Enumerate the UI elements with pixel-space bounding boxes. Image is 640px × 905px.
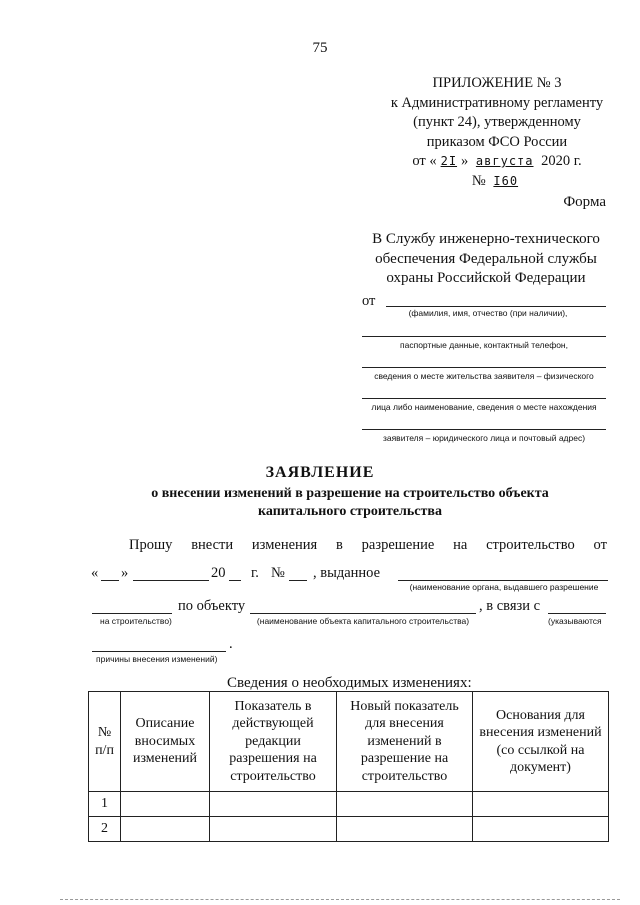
applicant-caption: паспортные данные, контактный телефон, bbox=[400, 340, 568, 350]
applicant-entity-line[interactable] bbox=[362, 398, 606, 399]
table-cell[interactable] bbox=[210, 817, 337, 842]
permit-number-field[interactable] bbox=[289, 580, 307, 581]
changes-heading: Сведения о необходимых изменениях: bbox=[227, 675, 472, 691]
caption-org: (наименование органа, выдавшего разрешение bbox=[409, 582, 599, 592]
applicant-caption: сведения о месте жительства заявителя – физического bbox=[374, 371, 594, 381]
applicant-residence-line[interactable] bbox=[362, 367, 606, 368]
table-cell-number: 1 bbox=[89, 792, 121, 817]
applicant-address-line[interactable] bbox=[362, 429, 606, 430]
table-cell[interactable] bbox=[210, 792, 337, 817]
appendix-number bbox=[352, 172, 640, 192]
statement-title: ЗАЯВЛЕНИЕ bbox=[265, 464, 375, 481]
appendix-line: к Административному регламенту bbox=[390, 94, 604, 111]
by-object-label: по объекту bbox=[178, 598, 246, 614]
appendix-title: ПРИЛОЖЕНИЕ № 3 bbox=[432, 75, 562, 91]
permit-day-field[interactable] bbox=[101, 580, 119, 581]
statement-subtitle bbox=[120, 485, 580, 521]
table-row bbox=[89, 792, 609, 817]
issued-label: , выданное bbox=[313, 565, 381, 581]
applicant-name-line[interactable] bbox=[386, 306, 606, 307]
form-label: Форма bbox=[563, 194, 606, 210]
applicant-passport-line[interactable] bbox=[362, 336, 606, 337]
table-cell[interactable] bbox=[337, 817, 473, 842]
table-cell-number: 2 bbox=[89, 817, 121, 842]
table-row bbox=[89, 817, 609, 842]
recipient-line: В Службу инженерно-технического bbox=[372, 231, 600, 247]
date-prefix: от « bbox=[412, 153, 437, 169]
caption-reasons: причины внесения изменений) bbox=[96, 654, 218, 664]
col-header-new: Новый показатель для внесения изменений в разрешение на строительство bbox=[337, 692, 473, 792]
recipient-block bbox=[350, 230, 622, 289]
col-header-current: Показатель в действующей редакции разрешения на строительство bbox=[210, 692, 337, 792]
applicant-caption: (фамилия, имя, отчество (при наличии), bbox=[408, 308, 568, 318]
table-cell[interactable] bbox=[473, 817, 609, 842]
table-cell[interactable] bbox=[121, 817, 210, 842]
body-word: на bbox=[453, 537, 468, 553]
body-word: внести bbox=[191, 537, 234, 553]
permit-month-field[interactable] bbox=[133, 580, 209, 581]
body-word: в bbox=[336, 537, 343, 553]
appendix-line: (пункт 24), утвержденному bbox=[413, 114, 581, 130]
object-name-field[interactable] bbox=[250, 613, 476, 614]
col-header-grounds: Основания для внесения изменений (со ссылкой на документ) bbox=[473, 692, 609, 792]
from-label: от bbox=[362, 293, 376, 309]
table-cell[interactable] bbox=[337, 792, 473, 817]
body-word: Прошу bbox=[129, 537, 173, 553]
table-cell[interactable] bbox=[121, 792, 210, 817]
number-label: № bbox=[271, 565, 285, 581]
year-suffix: г. bbox=[251, 565, 259, 581]
changes-table bbox=[88, 691, 609, 842]
number-prefix: № bbox=[471, 172, 486, 189]
subtitle-line: о внесении изменений в разрешение на строительство объекта bbox=[151, 486, 549, 501]
period: . bbox=[229, 636, 233, 652]
page-number: 75 bbox=[312, 40, 328, 56]
col-header-description: Описание вносимых изменений bbox=[121, 692, 210, 792]
due-to-label: , в связи с bbox=[479, 598, 541, 614]
date-year: 2020 г. bbox=[541, 153, 582, 169]
table-cell[interactable] bbox=[473, 792, 609, 817]
recipient-line: охраны Российской Федерации bbox=[386, 270, 586, 286]
recipient-line: обеспечения Федеральной службы bbox=[375, 250, 597, 267]
caption-build: на строительство) bbox=[100, 616, 172, 626]
date-month: августа bbox=[475, 154, 534, 168]
date-mid: » bbox=[461, 153, 469, 169]
date-day: 2I bbox=[440, 154, 458, 168]
issuing-authority-field[interactable] bbox=[398, 580, 608, 581]
caption-object: (наименование объекта капитального строительства) bbox=[256, 616, 470, 626]
subtitle-line: капитального строительства bbox=[258, 504, 442, 519]
appendix-block bbox=[352, 74, 640, 191]
order-number: I60 bbox=[493, 173, 519, 188]
body-word: изменения bbox=[251, 537, 318, 553]
applicant-caption: лица либо наименование, сведения о месте нахождения bbox=[371, 402, 597, 412]
col-header-number: № п/п bbox=[89, 692, 121, 792]
caption-specify: (указываются bbox=[548, 616, 602, 626]
applicant-caption: заявителя – юридического лица и почтовый адрес) bbox=[382, 433, 586, 443]
date-close-quote: » bbox=[121, 565, 129, 581]
reasons-field[interactable] bbox=[92, 651, 226, 652]
appendix-date bbox=[352, 152, 640, 172]
page-edge-divider bbox=[60, 899, 620, 900]
body-word: разрешение bbox=[361, 537, 435, 553]
reason-field[interactable] bbox=[548, 613, 606, 614]
table-header-row bbox=[89, 692, 609, 792]
appendix-line: приказом ФСО России bbox=[426, 133, 568, 150]
permit-continuation-field[interactable] bbox=[92, 613, 172, 614]
date-open-quote: « bbox=[91, 565, 99, 581]
body-word: от bbox=[593, 537, 607, 553]
year-prefix: 20 bbox=[211, 565, 226, 581]
request-line bbox=[129, 537, 607, 554]
body-word: строительство bbox=[486, 537, 575, 553]
permit-year-field[interactable] bbox=[229, 580, 241, 581]
